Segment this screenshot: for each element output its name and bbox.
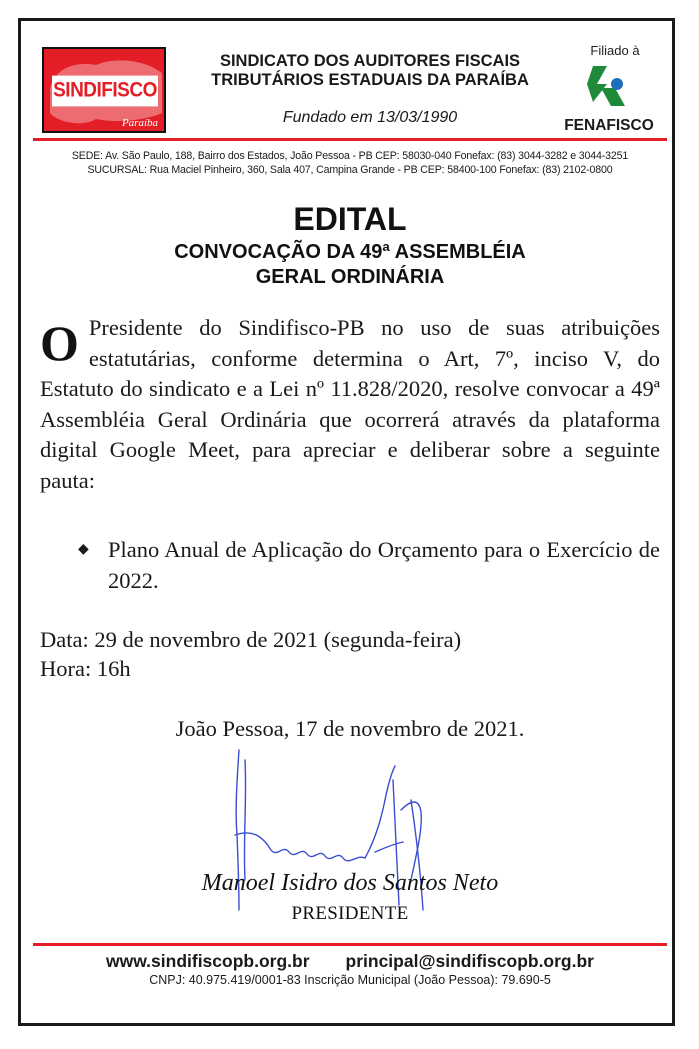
notice-subtitle-line2: GERAL ORDINÁRIA (255, 266, 445, 288)
email-link[interactable]: principal@sindifiscopb.org.br (345, 951, 594, 971)
city-date: João Pessoa, 17 de novembro de 2021. (175, 716, 525, 741)
footer-divider (33, 943, 667, 946)
signer-role: PRESIDENTE (291, 903, 409, 924)
notice-title: EDITAL (293, 201, 407, 237)
org-name-line1: SINDICATO DOS AUDITORES FISCAIS (219, 52, 521, 70)
affiliate-name: FENAFISCO (564, 117, 654, 134)
notice-subtitle-line1: CONVOCAÇÃO DA 49ª ASSEMBLÉIA (174, 241, 526, 263)
address-sede: SEDE: Av. São Paulo, 188, Bairro dos Estados, João Pessoa - PB CEP: 58030-040 Fonefax: (83) 3044-3282 e 3044-3251 (71, 150, 629, 162)
registration-info: CNPJ: 40.975.419/0001-83 Inscrição Municipal (João Pessoa): 79.690-5 (149, 973, 551, 987)
notice-body-text: Presidente do Sindifisco-PB no uso de suas atribuições estatutárias, conforme determina o Art, 7º, inciso V, do Estatuto do sindicato e a Lei nº 11.828/2020, resolve convocar a 49ª Assembléia Geral Ordinária que ocorrerá através da plataforma digital Google Meet, para apreciar e deliberar sobre a seguinte pauta: (40, 315, 660, 493)
affiliated-label: Filiado à (590, 43, 640, 58)
address-sucursal: SUCURSAL: Rua Maciel Pinheiro, 360, Sala 407, Campina Grande - PB CEP: 58400-100 Fonefax: (83) 2102-0800 (87, 164, 613, 176)
website-link[interactable]: www.sindifiscopb.org.br (105, 951, 310, 971)
footer-contacts (33, 951, 667, 972)
org-name-line2: TRIBUTÁRIOS ESTADUAIS DA PARAÍBA (211, 71, 529, 89)
notice-body (40, 313, 660, 496)
sindifisco-logo (42, 47, 166, 133)
agenda-item-text: Plano Anual de Aplicação do Orçamento para o Exercício de 2022. (108, 537, 660, 593)
notice-subtitle (33, 240, 667, 290)
drop-cap: O (40, 315, 79, 371)
signer-name: Manoel Isidro dos Santos Neto (201, 870, 499, 896)
agenda-item (78, 535, 660, 596)
bullet-diamond-icon: ◆ (78, 542, 89, 557)
header-divider (33, 138, 667, 141)
logo-wordmark: SINDIFISCO (52, 76, 158, 107)
fenafisco-logo-icon (585, 62, 633, 112)
meeting-date: Data: 29 de novembro de 2021 (segunda-feira) (40, 627, 462, 652)
meeting-time: Hora: 16h (40, 656, 131, 681)
founded-date: Fundado em 13/03/1990 (282, 109, 458, 126)
logo-script: Paraíba (121, 117, 158, 129)
